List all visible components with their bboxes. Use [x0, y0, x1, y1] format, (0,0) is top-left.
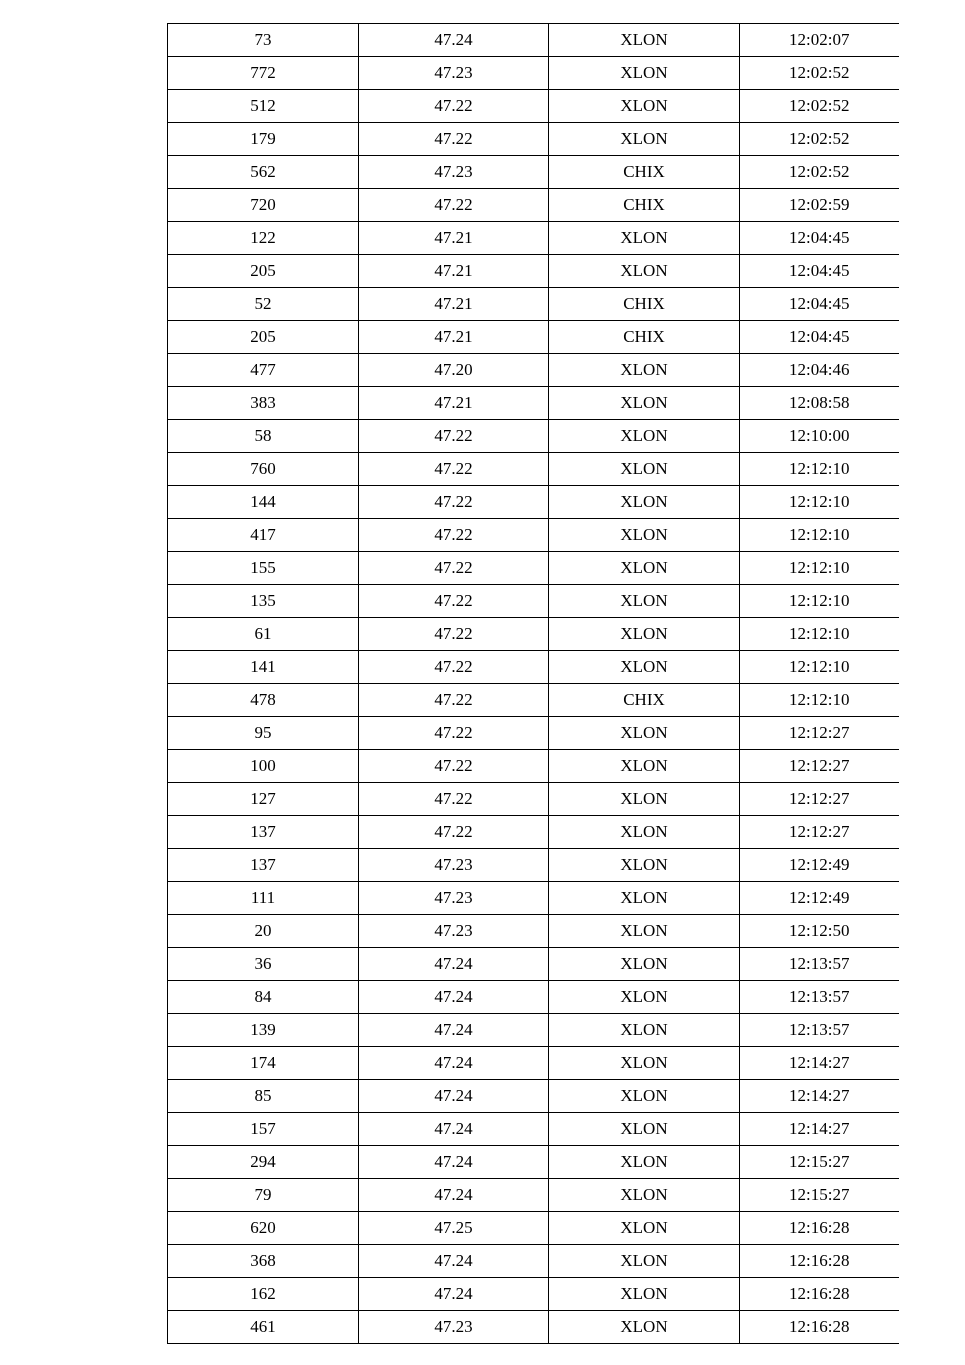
table-row	[168, 57, 899, 90]
price-cell: 47.21	[359, 387, 549, 420]
table-row	[168, 156, 899, 189]
volume-cell: 368	[168, 1245, 359, 1278]
volume-cell: 760	[168, 453, 359, 486]
price-cell: 47.22	[359, 486, 549, 519]
time-cell: 12:02:59	[740, 189, 899, 222]
venue-cell: XLON	[549, 1278, 740, 1311]
price-cell: 47.22	[359, 651, 549, 684]
venue-cell: XLON	[549, 1080, 740, 1113]
venue-cell: XLON	[549, 948, 740, 981]
price-cell: 47.21	[359, 222, 549, 255]
time-cell: 12:13:57	[740, 948, 899, 981]
volume-cell: 477	[168, 354, 359, 387]
volume-cell: 461	[168, 1311, 359, 1344]
price-cell: 47.24	[359, 1245, 549, 1278]
volume-cell: 205	[168, 321, 359, 354]
price-cell: 47.21	[359, 255, 549, 288]
volume-cell: 512	[168, 90, 359, 123]
price-cell: 47.22	[359, 585, 549, 618]
volume-cell: 383	[168, 387, 359, 420]
volume-cell: 122	[168, 222, 359, 255]
venue-cell: XLON	[549, 651, 740, 684]
volume-cell: 179	[168, 123, 359, 156]
table-row	[168, 552, 899, 585]
venue-cell: XLON	[549, 1245, 740, 1278]
time-cell: 12:04:45	[740, 321, 899, 354]
table-row	[168, 1014, 899, 1047]
volume-cell: 139	[168, 1014, 359, 1047]
venue-cell: XLON	[549, 1113, 740, 1146]
volume-cell: 144	[168, 486, 359, 519]
venue-cell: CHIX	[549, 288, 740, 321]
price-cell: 47.24	[359, 1146, 549, 1179]
table-row	[168, 816, 899, 849]
venue-cell: XLON	[549, 24, 740, 57]
volume-cell: 127	[168, 783, 359, 816]
volume-cell: 141	[168, 651, 359, 684]
price-cell: 47.24	[359, 1080, 549, 1113]
price-cell: 47.24	[359, 948, 549, 981]
time-cell: 12:12:10	[740, 486, 899, 519]
table-row	[168, 354, 899, 387]
price-cell: 47.22	[359, 453, 549, 486]
time-cell: 12:10:00	[740, 420, 899, 453]
volume-cell: 294	[168, 1146, 359, 1179]
volume-cell: 174	[168, 1047, 359, 1080]
volume-cell: 20	[168, 915, 359, 948]
table-row	[168, 1047, 899, 1080]
time-cell: 12:12:27	[740, 783, 899, 816]
table-row	[168, 783, 899, 816]
venue-cell: XLON	[549, 1047, 740, 1080]
table-row	[168, 618, 899, 651]
volume-cell: 205	[168, 255, 359, 288]
volume-cell: 61	[168, 618, 359, 651]
price-cell: 47.22	[359, 420, 549, 453]
venue-cell: XLON	[549, 585, 740, 618]
time-cell: 12:02:52	[740, 156, 899, 189]
table-row	[168, 1311, 899, 1344]
time-cell: 12:12:49	[740, 882, 899, 915]
time-cell: 12:14:27	[740, 1080, 899, 1113]
venue-cell: CHIX	[549, 684, 740, 717]
venue-cell: XLON	[549, 783, 740, 816]
venue-cell: XLON	[549, 222, 740, 255]
time-cell: 12:02:52	[740, 90, 899, 123]
time-cell: 12:12:10	[740, 684, 899, 717]
time-cell: 12:13:57	[740, 1014, 899, 1047]
table-row	[168, 684, 899, 717]
price-cell: 47.22	[359, 90, 549, 123]
venue-cell: XLON	[549, 90, 740, 123]
venue-cell: XLON	[549, 255, 740, 288]
table-row	[168, 123, 899, 156]
volume-cell: 58	[168, 420, 359, 453]
volume-cell: 157	[168, 1113, 359, 1146]
venue-cell: XLON	[549, 1212, 740, 1245]
volume-cell: 620	[168, 1212, 359, 1245]
table-row	[168, 288, 899, 321]
time-cell: 12:15:27	[740, 1146, 899, 1179]
table-row	[168, 321, 899, 354]
table-row	[168, 519, 899, 552]
price-cell: 47.22	[359, 783, 549, 816]
price-cell: 47.24	[359, 1047, 549, 1080]
table-row	[168, 420, 899, 453]
table-row	[168, 222, 899, 255]
price-cell: 47.22	[359, 717, 549, 750]
table-row	[168, 453, 899, 486]
table-row	[168, 1146, 899, 1179]
time-cell: 12:12:10	[740, 519, 899, 552]
time-cell: 12:12:49	[740, 849, 899, 882]
table-row	[168, 1113, 899, 1146]
table-row	[168, 915, 899, 948]
time-cell: 12:13:57	[740, 981, 899, 1014]
table-row	[168, 24, 899, 57]
table-row	[168, 849, 899, 882]
venue-cell: XLON	[549, 981, 740, 1014]
time-cell: 12:16:28	[740, 1212, 899, 1245]
volume-cell: 85	[168, 1080, 359, 1113]
table-row	[168, 948, 899, 981]
venue-cell: CHIX	[549, 321, 740, 354]
volume-cell: 478	[168, 684, 359, 717]
price-cell: 47.23	[359, 882, 549, 915]
price-cell: 47.22	[359, 684, 549, 717]
volume-cell: 135	[168, 585, 359, 618]
venue-cell: XLON	[549, 618, 740, 651]
venue-cell: XLON	[549, 717, 740, 750]
time-cell: 12:02:52	[740, 57, 899, 90]
venue-cell: XLON	[549, 453, 740, 486]
time-cell: 12:12:10	[740, 651, 899, 684]
price-cell: 47.22	[359, 552, 549, 585]
volume-cell: 84	[168, 981, 359, 1014]
table-row	[168, 1179, 899, 1212]
venue-cell: XLON	[549, 57, 740, 90]
time-cell: 12:12:10	[740, 618, 899, 651]
venue-cell: XLON	[549, 519, 740, 552]
volume-cell: 36	[168, 948, 359, 981]
time-cell: 12:12:27	[740, 816, 899, 849]
price-cell: 47.20	[359, 354, 549, 387]
venue-cell: XLON	[549, 354, 740, 387]
volume-cell: 137	[168, 816, 359, 849]
price-cell: 47.24	[359, 1179, 549, 1212]
venue-cell: XLON	[549, 420, 740, 453]
time-cell: 12:12:10	[740, 552, 899, 585]
table-row	[168, 486, 899, 519]
venue-cell: XLON	[549, 1014, 740, 1047]
time-cell: 12:12:50	[740, 915, 899, 948]
table-row	[168, 981, 899, 1014]
volume-cell: 137	[168, 849, 359, 882]
table-row	[168, 255, 899, 288]
venue-cell: XLON	[549, 849, 740, 882]
table-row	[168, 1212, 899, 1245]
volume-cell: 73	[168, 24, 359, 57]
time-cell: 12:15:27	[740, 1179, 899, 1212]
price-cell: 47.24	[359, 1278, 549, 1311]
price-cell: 47.23	[359, 57, 549, 90]
volume-cell: 772	[168, 57, 359, 90]
table-row	[168, 1278, 899, 1311]
time-cell: 12:14:27	[740, 1113, 899, 1146]
time-cell: 12:12:10	[740, 453, 899, 486]
price-cell: 47.25	[359, 1212, 549, 1245]
time-cell: 12:12:10	[740, 585, 899, 618]
table-row	[168, 387, 899, 420]
venue-cell: XLON	[549, 486, 740, 519]
venue-cell: XLON	[549, 915, 740, 948]
price-cell: 47.24	[359, 24, 549, 57]
price-cell: 47.22	[359, 618, 549, 651]
price-cell: 47.22	[359, 189, 549, 222]
table-row	[168, 651, 899, 684]
volume-cell: 52	[168, 288, 359, 321]
time-cell: 12:16:28	[740, 1278, 899, 1311]
table-row	[168, 750, 899, 783]
venue-cell: XLON	[549, 750, 740, 783]
time-cell: 12:04:46	[740, 354, 899, 387]
price-cell: 47.21	[359, 321, 549, 354]
venue-cell: XLON	[549, 816, 740, 849]
venue-cell: XLON	[549, 882, 740, 915]
time-cell: 12:04:45	[740, 288, 899, 321]
time-cell: 12:12:27	[740, 717, 899, 750]
price-cell: 47.22	[359, 519, 549, 552]
table-row	[168, 189, 899, 222]
venue-cell: XLON	[549, 387, 740, 420]
venue-cell: XLON	[549, 123, 740, 156]
volume-cell: 79	[168, 1179, 359, 1212]
price-cell: 47.24	[359, 1014, 549, 1047]
volume-cell: 417	[168, 519, 359, 552]
trades-table	[167, 23, 899, 1344]
volume-cell: 95	[168, 717, 359, 750]
price-cell: 47.22	[359, 750, 549, 783]
time-cell: 12:08:58	[740, 387, 899, 420]
volume-cell: 720	[168, 189, 359, 222]
venue-cell: XLON	[549, 1146, 740, 1179]
volume-cell: 562	[168, 156, 359, 189]
table-row	[168, 90, 899, 123]
time-cell: 12:04:45	[740, 255, 899, 288]
price-cell: 47.21	[359, 288, 549, 321]
time-cell: 12:16:28	[740, 1245, 899, 1278]
time-cell: 12:16:28	[740, 1311, 899, 1344]
time-cell: 12:02:52	[740, 123, 899, 156]
price-cell: 47.22	[359, 816, 549, 849]
venue-cell: XLON	[549, 552, 740, 585]
table-row	[168, 717, 899, 750]
volume-cell: 162	[168, 1278, 359, 1311]
table-row	[168, 882, 899, 915]
time-cell: 12:14:27	[740, 1047, 899, 1080]
venue-cell: XLON	[549, 1311, 740, 1344]
price-cell: 47.24	[359, 1113, 549, 1146]
price-cell: 47.23	[359, 915, 549, 948]
price-cell: 47.23	[359, 156, 549, 189]
price-cell: 47.23	[359, 849, 549, 882]
venue-cell: XLON	[549, 1179, 740, 1212]
table-row	[168, 585, 899, 618]
price-cell: 47.22	[359, 123, 549, 156]
table-row	[168, 1080, 899, 1113]
volume-cell: 100	[168, 750, 359, 783]
price-cell: 47.23	[359, 1311, 549, 1344]
trades-table-body	[168, 24, 899, 1344]
time-cell: 12:04:45	[740, 222, 899, 255]
time-cell: 12:12:27	[740, 750, 899, 783]
volume-cell: 155	[168, 552, 359, 585]
table-row	[168, 1245, 899, 1278]
volume-cell: 111	[168, 882, 359, 915]
venue-cell: CHIX	[549, 189, 740, 222]
price-cell: 47.24	[359, 981, 549, 1014]
time-cell: 12:02:07	[740, 24, 899, 57]
venue-cell: CHIX	[549, 156, 740, 189]
